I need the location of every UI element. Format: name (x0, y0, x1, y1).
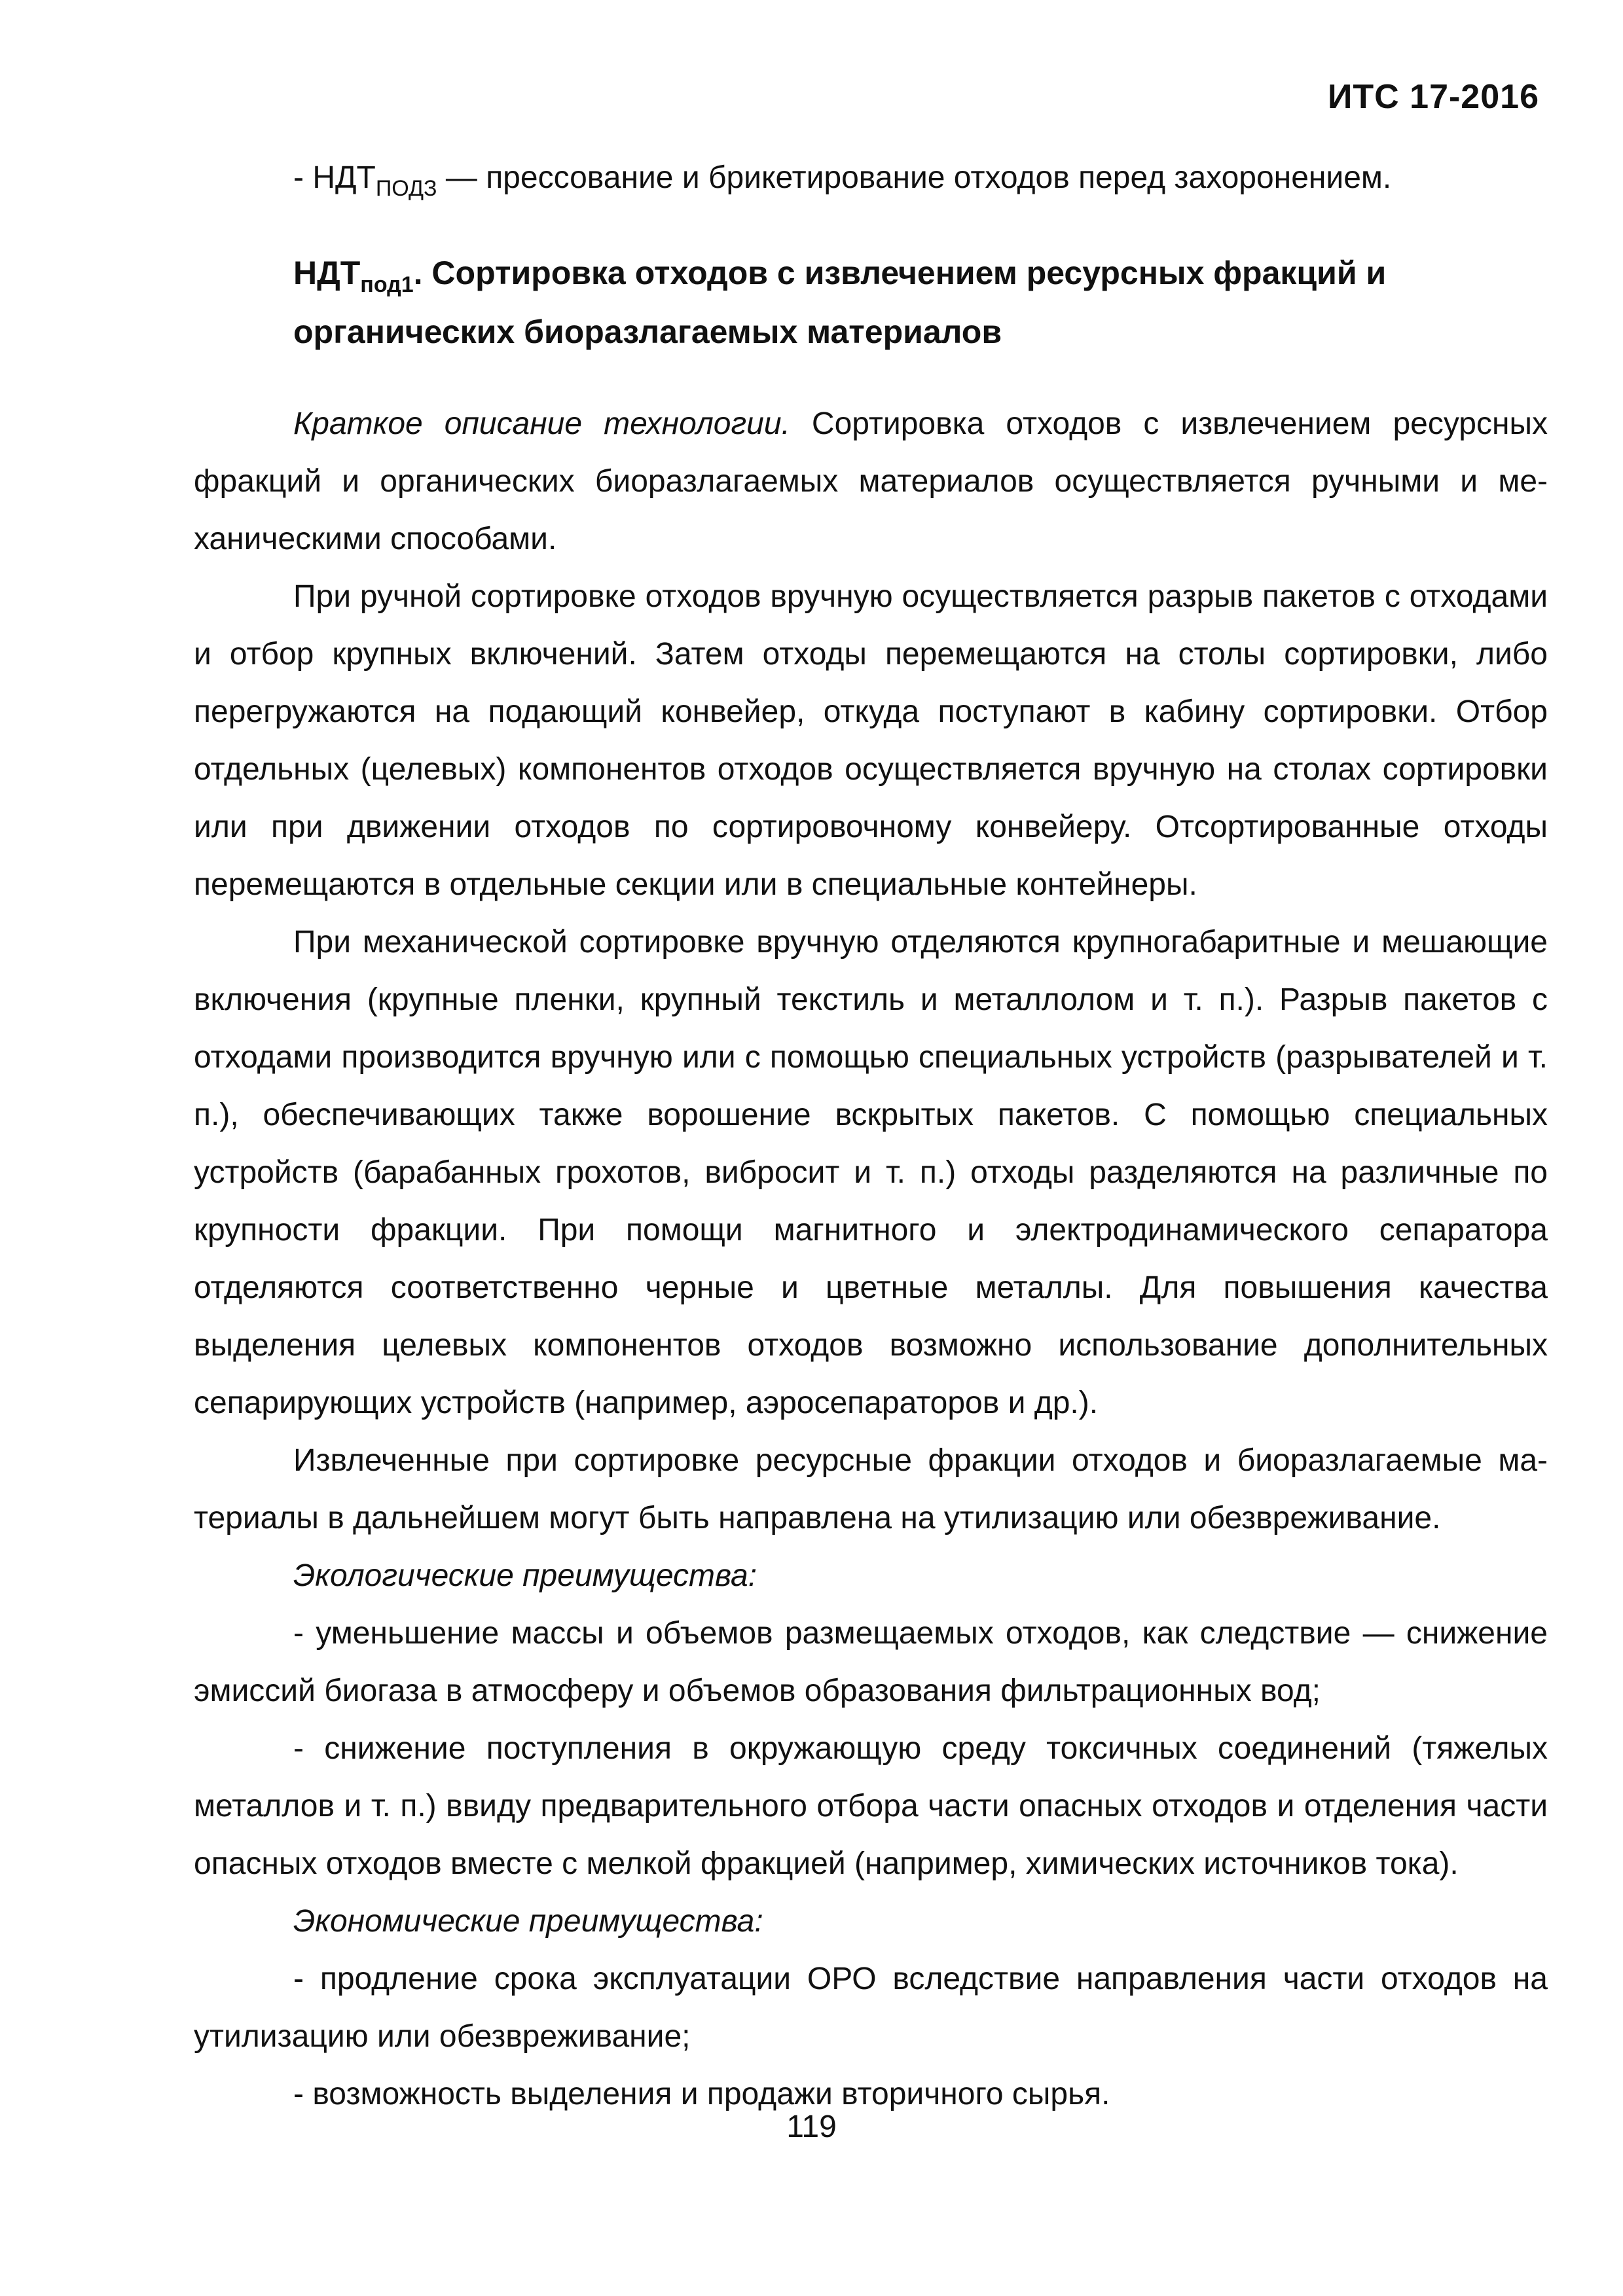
ecological-benefits-label: Экологические преимущества: (293, 1558, 757, 1593)
description-label: Краткое описание технологии. (293, 406, 790, 441)
paragraph-manual-sorting: При ручной сортировке отходов вручную осуществляется разрыв пакетов с отходами и отбор крупных включений. Затем отходы перемещаются на столы сортировки, либо перегружаются на подающий конвейер, откуда поступают в кабину сортировки. Отбор отдельных (целевых) компонентов отходов осуществляется вручную на столах сортировки или при движении отходов по сортировочному конвейеру. Отсортированные отходы перемещаются в отдельные секции или в специальные контейнеры. (194, 579, 1548, 902)
intro-line (194, 149, 1548, 207)
paragraph-extracted-fractions: Извлеченные при сортировке ресурсные фракции отходов и биоразлагаемые материалы в дальнейшем могут быть направлена на утилизацию или обезвреживание. (194, 1443, 1548, 1535)
description-text: Сортировка отходов с извлечением ресурсных фракций и органических биоразлагаемых материалов осуществляется ручными и механическими способами. (194, 406, 1548, 556)
intro-line-prefix: - НДТ (293, 160, 376, 195)
page-number: 119 (786, 2109, 837, 2144)
section-heading-text: . Сортировка отходов с извлечением ресурсных фракций и органических биоразлагаемых материалов (293, 255, 1387, 350)
page-content (194, 149, 1548, 2123)
description-paragraph (194, 395, 1548, 568)
economic-benefit-item: - продление срока эксплуатации ОРО вследствие направления части отходов на утилизацию или обезвреживание; (194, 1962, 1548, 2054)
intro-line-text: — прессование и брикетирование отходов перед захоронением. (437, 160, 1392, 195)
paragraph-mechanical-sorting: При механической сортировке вручную отделяются крупногабаритные и мешающие включения (крупные пленки, крупный текстиль и металлолом и т. п.). Разрыв пакетов с отходами производится вручную или с помощью специальных устройств (разрывателей и т. п.), обеспечивающих также ворошение вскрытых пакетов. С помощью специальных устройств (барабанных грохотов, вибросит и т. п.) отходы разделяются на различные по крупности фракции. При помощи магнитного и электродинамического сепаратора отделяются соответственно черные и цветные металлы. Для повышения качества выделения целевых компонентов отходов возможно использование дополнительных сепарирующих устройств (например, аэросепараторов и др.). (194, 925, 1548, 1420)
document-code-header: ИТС 17-2016 (1328, 78, 1539, 116)
intro-line-subscript: ПОДЗ (375, 176, 437, 201)
section-heading (194, 243, 1548, 361)
economic-benefit-item: - возможность выделения и продажи вторичного сырья. (293, 2077, 1110, 2111)
ecological-benefit-item: - уменьшение массы и объемов размещаемых отходов, как следствие — снижение эмиссий биогаза в атмосферу и объемов образования фильтрационных вод; (194, 1616, 1548, 1708)
ecological-benefit-item: - снижение поступления в окружающую среду токсичных соединений (тяжелых металлов и т. п.) ввиду предварительного отбора части опасных отходов и отделения части опасных отходов вместе с мелкой фракцией (например, химических источников тока). (194, 1731, 1548, 1881)
economic-benefits-label: Экономические преимущества: (293, 1904, 763, 1939)
section-heading-subscript: под1 (360, 272, 414, 297)
section-heading-prefix: НДТ (293, 255, 361, 291)
